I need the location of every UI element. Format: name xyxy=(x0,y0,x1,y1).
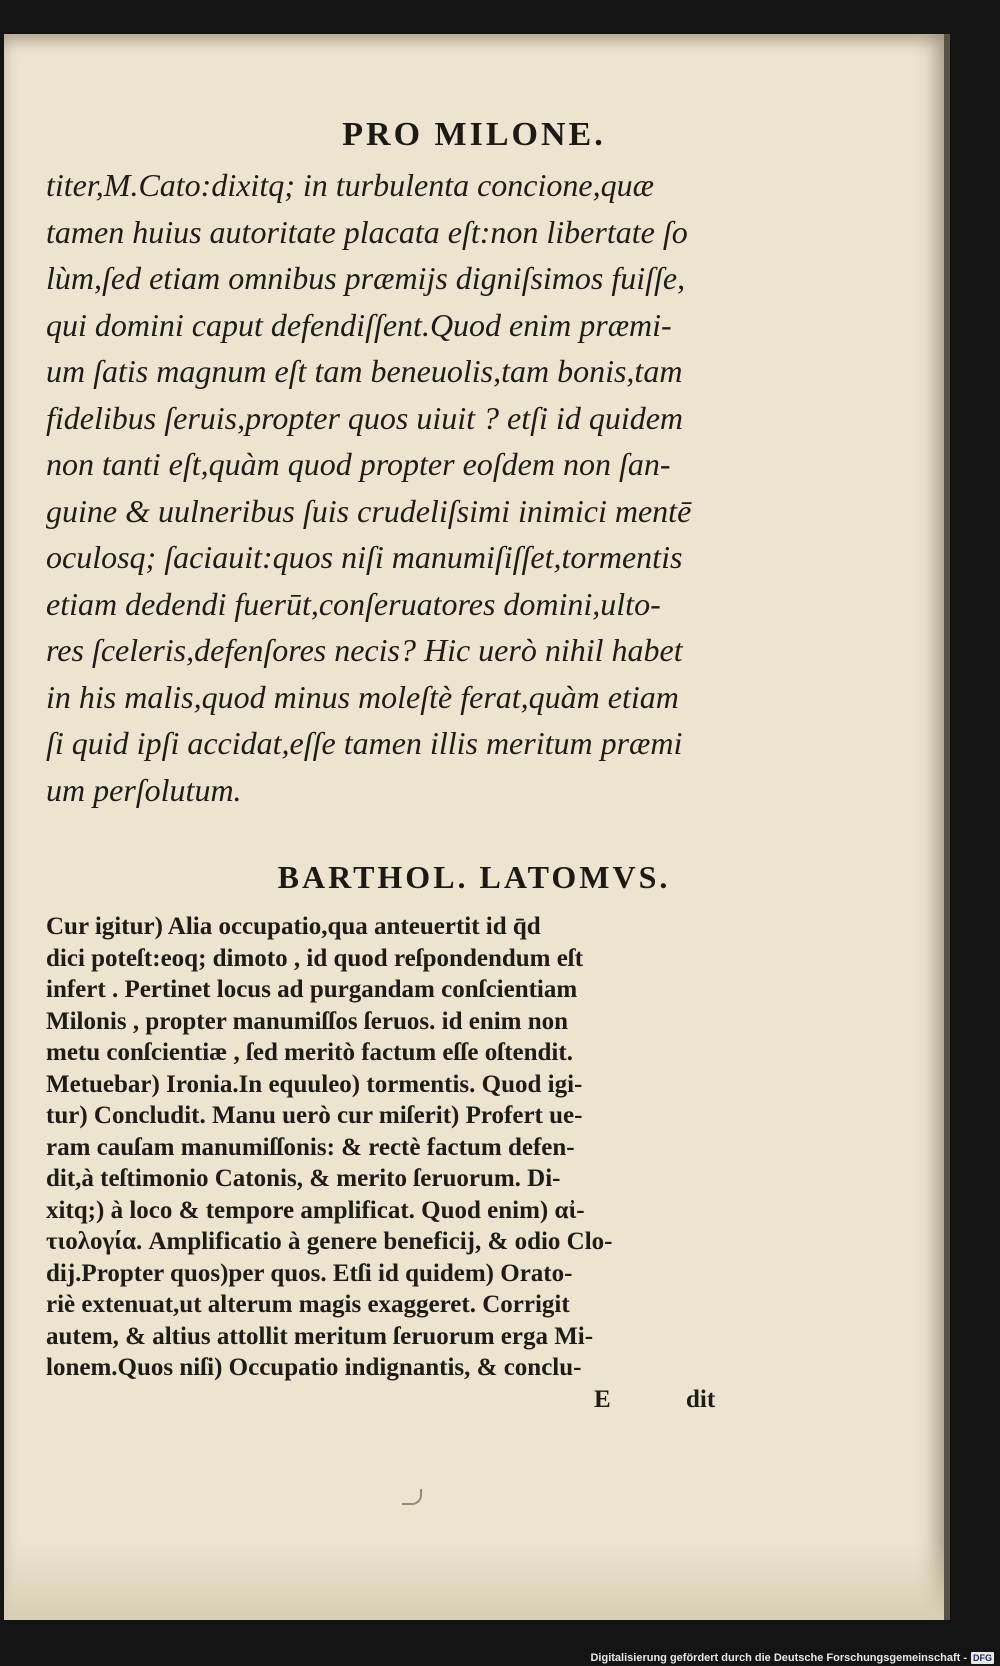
text-line: lonem.Quos niſi) Occupatio indignantis, & conclu- xyxy=(46,1354,582,1381)
text-line: guine & uulneribus ſuis crudeliſsimi inimici mentē xyxy=(46,492,692,529)
text-line: Cur igitur) Alia occupatio,qua anteuertit id q̄d xyxy=(46,913,541,940)
digitization-credit xyxy=(590,1652,994,1664)
text-line: ram cauſam manumiſſonis: & rectè factum defen- xyxy=(46,1133,575,1161)
text-line: xitq;) à loco & tempore amplificat. Quod enim) αἰ- xyxy=(46,1196,585,1224)
commentary-text xyxy=(46,911,766,1416)
catchword: dit xyxy=(686,1385,716,1413)
text-line: um perſolutum. xyxy=(46,771,242,808)
text-line: res ſceleris,defenſores necis? Hic uerò nihil habet xyxy=(46,632,683,668)
text-line: Milonis , propter manumiſſos ſeruos. id enim non xyxy=(46,1007,569,1035)
text-line: qui domini caput defendiſſent.Quod enim præmi- xyxy=(46,306,672,343)
credit-text: Digitalisierung gefördert durch die Deutsche Forschungsgemeinschaft - xyxy=(590,1652,967,1664)
text-line: lùm,ſed etiam omnibus præmijs digniſsimos fuiſſe, xyxy=(46,260,686,296)
signature-mark: E xyxy=(594,1385,611,1413)
text-line: τιολογία. Amplificatio à genere beneficij, & odio Clo- xyxy=(46,1228,613,1255)
book-page xyxy=(4,34,950,1620)
text-line: Metuebar) Ironia.In equuleo) tormentis. Quod igi- xyxy=(46,1070,583,1098)
text-line: metu conſcientiæ , ſed meritò factum eſſe oſtendit. xyxy=(46,1039,573,1066)
commentary-title: BARTHOL. LATOMVS. xyxy=(277,859,671,895)
text-line: titer,M.Cato:dixitq; in turbulenta concione,quæ xyxy=(46,167,654,203)
text-line: um ſatis magnum eſt tam beneuolis,tam bonis,tam xyxy=(46,353,683,389)
text-line: tamen huius autoritate placata eſt:non libertate ſo xyxy=(46,213,688,250)
text-line: in his malis,quod minus moleſtè ferat,quàm etiam xyxy=(46,678,679,715)
text-line: fidelibus ſeruis,propter quos uiuit ? etſi id quidem xyxy=(46,399,684,436)
dfg-logo: DFG xyxy=(973,1653,992,1663)
text-line: oculosq; ſaciauit:quos niſi manumiſiſſet,tormentis xyxy=(46,539,683,575)
text-line: tur) Concludit. Manu uerò cur miſerit) Profert ue- xyxy=(46,1102,583,1129)
text-line: dij.Propter quos)per quos. Etſi id quidem) Orato- xyxy=(46,1259,573,1287)
pencil-mark xyxy=(402,1489,422,1505)
text-line: autem, & altius attollit meritum ſeruorum erga Mi- xyxy=(46,1322,594,1350)
text-line: riè extenuat,ut alterum magis exaggeret. Corrigit xyxy=(46,1291,570,1318)
text-line: non tanti eſt,quàm quod propter eoſdem non ſan- xyxy=(46,446,671,482)
text-line: infert . Pertinet locus ad purgandam conſcientiam xyxy=(46,976,578,1003)
text-line: ſi quid ipſi accidat,eſſe tamen illis meritum præmi xyxy=(46,725,683,761)
page-footer-line xyxy=(46,1384,766,1416)
text-line: dit,à teſtimonio Catonis, & merito ſeruorum. Di- xyxy=(46,1165,561,1192)
text-line: etiam dedendi fuerūt,conſeruatores domini,ulto- xyxy=(46,585,661,622)
main-text xyxy=(46,162,766,813)
running-head: PRO MILONE. xyxy=(342,116,606,153)
text-line: dici poteſt:eoq; dimoto , id quod reſpondendum eſt xyxy=(46,944,584,972)
